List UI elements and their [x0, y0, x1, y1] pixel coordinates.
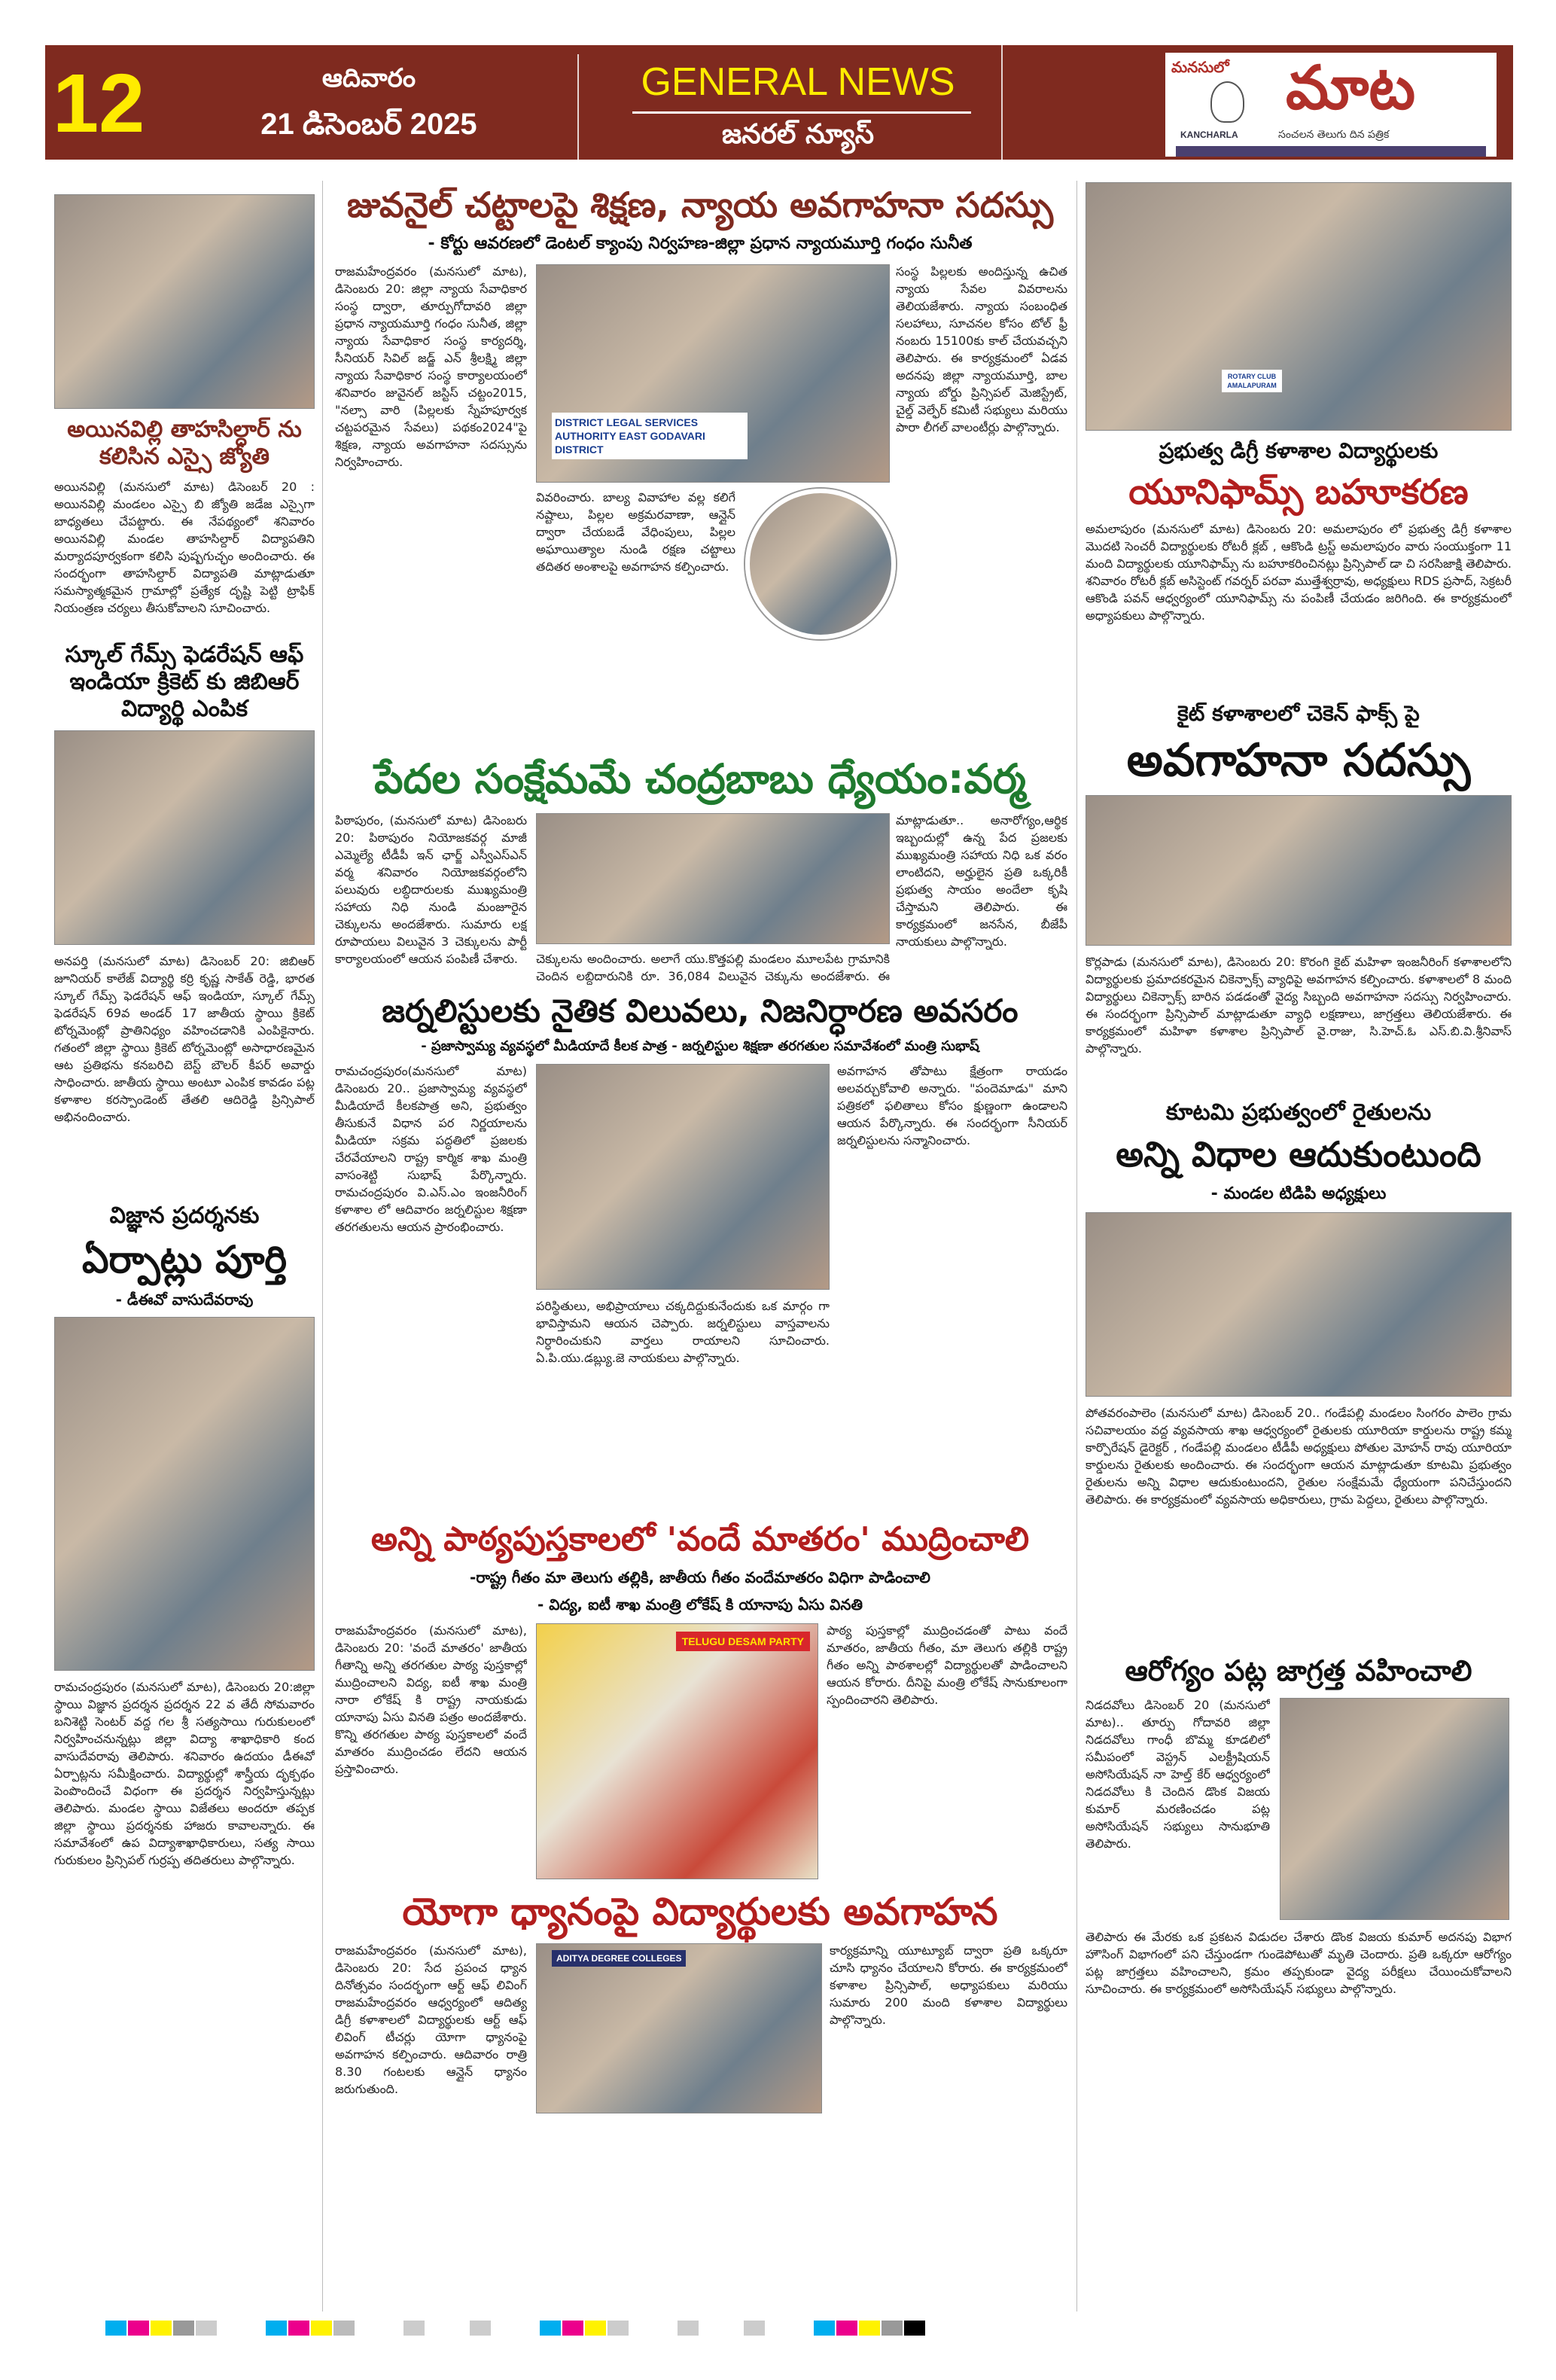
headline: అవగాహనా సదస్సు: [1126, 734, 1471, 788]
left-column: [54, 194, 315, 2059]
photo-yoga-awareness: [536, 1943, 822, 2113]
photo-cricket-student: [54, 730, 315, 945]
article-body: అనపర్తి (మనసులో మాట) డిసెంబర్ 20: జిబిఆర్ జూనియర్ కాలేజ్ విద్యార్థి కర్రి కృష్ణ సాకేత్ రెడ్డి, భారత స్కూల్ గేమ్స్ ఫెడరేషన్ ఆఫ్ ఇండియా, స్కూల్ గేమ్స్ ఫెడరేషన్ 69వ అండర్ 17 జాతీయ స్థాయి క్రికెట్ టోర్నమెంట్లో ప్రాతినిధ్యం వహించడానికి ఎంపికైనారు. గతంలో జిల్లా స్థాయి క్రికెట్ టోర్నమెంట్లో అసాధారణమైన ఆట ప్రతిభను కనబరిచి బెస్ట్ బౌలర్ కీపర్ అవార్డు సాధించారు. జాతీయ స్థాయి అంటూ ఎంపిక కావడం పట్ల కళాశాల కరస్పాండెంట్ తేతలి ఆదిరెడ్డి ప్రిన్సిపాల్ అభినందించారు.: [54, 954, 315, 1124]
article-body: వివరించారు. బాల్య వివాహాల వల్ల కలిగే నష్టాలు, పిల్లల అక్రమరవాణా, ఆన్లైన్ ద్వారా చేయబడే వేధింపులు, పిల్లల అఘాయిత్యాల నుండి రక్షణ చట్టాలు తదితర అంశాలపై అవగాహన కల్పించారు.: [536, 489, 735, 574]
headline: జర్నలిస్టులకు నైతిక విలువలు, నిజనిర్ధారణ అవసరం: [382, 992, 1019, 1029]
photo-journalist-training: [536, 1064, 830, 1290]
article-body: అమలాపురం (మనసులో మాట) డిసెంబరు 20: అమలాపురం లో ప్రభుత్వ డిగ్రీ కళాశాల మొదటి సెంచరీ విద్యార్థులకు రోటరీ క్లబ్ , ఆకొండి ట్రస్ట్ అమలాపురం వారు సంయుక్తంగా 11 మంది విద్యార్థులకు యూనిఫామ్స్ ను బహూకరించినట్లు ప్రిన్సిపాల్ డా చి సరసిజాక్షి తెలిపారు. శనివారం రోటరీ క్లబ్ అసిస్టెంట్ గవర్నర్ పరవా ముత్తేశ్వర్రావు, అధ్యక్షులు RDS ప్రసాద్, సెక్రటరీ ఆకొండి పవన్ ఆధ్వర్యంలో యూనిఫామ్స్ ను పంపిణీ చేయడం జరిగింది. ఈ కార్యక్రమంలో అధ్యాపకులు పాల్గొన్నారు.: [1086, 521, 1512, 623]
headline: కూటమి ప్రభుత్వంలో రైతులను: [1165, 1099, 1432, 1126]
article-body: తెలిపారు ఈ మేరకు ఒక ప్రకటన విడుదల చేశారు డొంక విజయ కుమార్ అదనపు విభాగ హౌసింగ్ విభాగంలో పని చేస్తుండగా గుండెపోటుతో మృతి చెందారు. ప్రతి ఒక్కరూ ఆరోగ్యం పట్ల జాగ్రత్తలు వహించాలని, క్రమం తప్పకుండా వైద్య పరీక్షలు చేయించుకోవాలని సూచించారు. ఈ కార్యక్రమంలో అసోసియేషన్ సభ్యులు పాల్గొన్నారు.: [1086, 1929, 1512, 1996]
article-journalists: [331, 1062, 1069, 1513]
article-body: అవగాహన తోపాటు క్షేత్రంగా రాయడం అలవర్చుకోవాలి అన్నారు. "పందెమాడు" మాని పత్రికలో ఫలితాలు కోసం క్షుణ్ణంగా ఉండాలని ఆయన పేర్కొన్నారు. ఈ సందర్భంగా సీనియర్ జర్నలిస్టులను సన్మానించారు.: [837, 1064, 1067, 1148]
rotary-banner: ROTARY CLUB AMALAPURAM: [1222, 370, 1282, 392]
article-yoga: [331, 1942, 1069, 2115]
article-body: రాజమహేంద్రవరం (మనసులో మాట), డిసెంబరు 20: సేద ప్రపంచ ధ్యాన దినోత్సవం సందర్భంగా ఆర్ట్ ఆఫ్ లివింగ్ రాజమహేంద్రవరం ఆధ్వర్యంలో ఆదిత్య డిగ్రీ కళాశాలలో విద్యార్థులకు ఆర్ట్ ఆఫ్ లివింగ్ టీచర్లు యోగా ధ్యానంపై అవగాహన కల్పించారు. ఆదివారం రాత్రి 8.30 గంటలకు ఆన్లైన్ ధ్యానం జరుగుతుంది.: [335, 1943, 527, 2097]
article-welfare: [331, 812, 1069, 985]
article-body: పోతవరంపాలెం (మనసులో మాట) డిసెంబర్ 20.. గండేపల్లి మండలం సింగరం పాలెం గ్రామ సచివాలయం వద్ద వ్యవసాయ శాఖ ఆధ్వర్యంలో రైతులకు యూరియా కార్డులను రాష్ట్ర కమ్మ కార్పొరేషన్ డైరెక్టర్ , గండేపల్లి మండలం టీడీపీ అధ్యక్షులు పోతుల మోహన్ రావు యూరియా కార్డులను రైతులకు అందించారు. ఈ సందర్భంగా ఆయన మాట్లాడుతూ కూటమి ప్రభుత్వం రైతులను అన్ని విధాల ఆదుకుంటుందని, రైతుల సంక్షేమమే ధ్యేయంగా పనిచేస్తుందని తెలిపారు. ఈ కార్యక్రమంలో వ్యవసాయ అధికారులు, గ్రామ పెద్దలు, రైతులు పాల్గొన్నారు.: [1086, 1406, 1512, 1507]
photo-uniform-distribution: [1086, 182, 1512, 431]
print-color-bar: [105, 2321, 1506, 2336]
headline: ప్రభుత్వ డిగ్రీ కళాశాల విద్యార్థులకు: [1159, 438, 1439, 463]
photo-minister-petition: [536, 1623, 818, 1879]
date-label: 21 డిసెంబర్ 2025: [260, 108, 477, 141]
headline: ఆరోగ్యం పట్ల జాగ్రత్త వహించాలి: [1125, 1654, 1472, 1688]
divider: [1001, 45, 1003, 160]
subheadline: -రాష్ట్ర గీతం మా తెలుగు తల్లికి, జాతీయ గీతం వందేమాతరం విధిగా పాడించాలి: [470, 1568, 930, 1587]
headline: జువనైల్ చట్టాలపై శిక్షణ, న్యాయ అవగాహనా సదస్సు: [346, 184, 1054, 225]
article-body: నిడదవోలు డిసెంబర్ 20 (మనసులో మాట).. తూర్పు గోదావరి జిల్లా నిడదవోలు గాంధీ బొమ్మ కూడలిలో సమీపంలో వెస్ట్రన్ ఎలక్ట్రీషియన్ అసోసియేషన్ నా హెల్త్ కేర్ ఆధ్వర్యంలో నిడదవోలు కి చెందిన డొంక విజయ కుమార్ మరణించడం పట్ల అసోసియేషన్ సభ్యులు సానుభూతి తెలిపారు.: [1086, 1697, 1270, 1851]
article-body: కొర్లపాడు (మనసులో మాట), డిసెంబరు 20: కొరంగి కైట్ మహిళా ఇంజనీరింగ్ కళాశాలలోని విద్యార్థులకు ప్రమాదకరమైన చికెన్పాక్స్ వ్యాధిపై అవగాహన కల్పించారు. కళాశాలలో 8 మంది విద్యార్థులు చికెన్పాక్స్ బారిన పడడంతో వైద్య సిబ్బంది అవగాహనా సదస్సు నిర్వహించారు. ఈ సందర్భంగా ప్రిన్సిపాల్ మాట్లాడుతూ వ్యాధి లక్షణాలు, జాగ్రత్తలు తెలియజేశారు. ఈ కార్యక్రమంలో మహిళా కళాశాల ప్రిన్సిపాల్ వై.రాజు, సి.హెచ్.ఓ ఎస్.బి.వి.శ్రీనివాస్ పాల్గొన్నారు.: [1086, 955, 1512, 1056]
article-body: పరిస్థితులు, అభిప్రాయాలు చక్కదిద్దుకునేందుకు ఒక మార్గం గా భావిస్తామని ఆయన చెప్పారు. జర్నలిస్టులు వాస్తవాలను నిర్ధారించుకుని వార్తలు రాయాలని సూచించారు. ఏ.పి.యు.డబ్ల్యు.జె నాయకులు పాల్గొన్నారు.: [536, 1299, 830, 1366]
article-body: రాజమహేంద్రవరం (మనసులో మాట), డిసెంబరు 20: 'వందే మాతరం' జాతీయ గీతాన్ని అన్ని తరగతుల పాఠ్య పుస్తకాల్లో ముద్రించాలని విద్య, ఐటీ శాఖ మంత్రి నారా లోకేష్ కి రాష్ట్ర నాయకుడు యానాపు ఏసు వినతి పత్రం అందజేశారు. కొన్ని తరగతుల పాఠ్య పుస్తకాలలో వందే మాతరం ముద్రించడం లేదని ఆయన ప్రస్తావించారు.: [335, 1623, 527, 1777]
article-health: [1086, 1696, 1512, 2095]
section-title-en: GENERAL NEWS: [641, 60, 955, 104]
article-vande-mataram: [331, 1622, 1069, 1882]
headline: అన్ని పాఠ్యపుస్తకాలలో 'వందే మాతరం' ముద్రించాలి: [370, 1520, 1030, 1559]
photo-portrait: [1280, 1698, 1509, 1920]
article-body: చెక్కులను అందించారు. అలాగే యు.కొత్తపల్లి మండలం మూలపేట గ్రామానికి చెందిన లబ్ధిదారునికి రూ. 36,084 విలువైన చెక్కును అందజేశారు. ఈ: [536, 951, 890, 983]
article-body: కార్యక్రమాన్ని యూట్యూబ్ ద్వారా ప్రతి ఒక్కరూ చూసి ధ్యానం చేయాలని కోరారు. ఈ కార్యక్రమంలో కళాశాల ప్రిన్సిపాల్, అధ్యాపకులు మరియు సుమారు 200 మంది కళాశాల విద్యార్థులు పాల్గొన్నారు.: [830, 1943, 1067, 2028]
article-body: పాఠ్య పుస్తకాల్లో ముద్రించడంతో పాటు వందే మాతరం, జాతీయ గీతం, మా తెలుగు తల్లికి రాష్ట్ర గీతం అన్ని పాఠశాలల్లో విద్యార్థులతో పాడించాలని ఆయన కోరారు. దీనిపై మంత్రి లోకేష్ సానుకూలంగా స్పందించారని తెలిపారు.: [827, 1623, 1067, 1708]
subheadline: - మండల టిడిపి అధ్యక్షులు: [1210, 1184, 1387, 1203]
article-body: మాట్లాడుతూ.. అనారోగ్యం,ఆర్థిక ఇబ్బందుల్లో ఉన్న పేద ప్రజలకు ముఖ్యమంత్రి సహాయ నిధి ఒక వరం లాంటిదని, అర్హులైన ప్రతి ఒక్కరికీ ప్రభుత్వ సాయం అందేలా కృషి చేస్తామని తెలిపారు. ఈ కార్యక్రమంలో జనసేన, బీజేపీ నాయకులు పాల్గొన్నారు.: [896, 812, 1067, 949]
article-body: పిఠాపురం, (మనసులో మాట) డిసెంబరు 20: పిఠాపురం నియోజకవర్గ మాజీ ఎమ్మెల్యే టీడీపీ ఇన్ ఛార్జ్ ఎస్వీఎస్ఎన్ వర్మ శనివారం నియోజకవర్గంలోని పలువురు లబ్ధిదారులకు ముఖ్యమంత్రి సహాయ నిధి నుండి మంజూరైన చెక్కులను అందజేశారు. సుమారు లక్ష రూపాయలు విలువైన 3 చెక్కులను పార్టీ కార్యాలయంలో ఆయన పంపిణీ చేశారు.: [335, 812, 527, 966]
column-rule: [322, 181, 323, 2311]
middle-column: [331, 184, 1069, 2115]
article-body: రాజమహేంద్రవరం (మనసులో మాట), డిసెంబరు 20: జిల్లా న్యాయ సేవాధికార సంస్థ ద్వారా, తూర్పుగోదావరి జిల్లా ప్రధాన న్యాయమూర్తి గంధం సునీత, జిల్లా న్యాయ సేవాధికార సంస్థ కార్యదర్శి, సీనియర్ సివిల్ జడ్జ్ ఎన్ శ్రీలక్ష్మి జిల్లా న్యాయ సేవాధికార సంస్థ కార్యాలయంలో శనివారం జువైనల్ జస్టిస్ చట్టం2015, "నల్సా వారి (పిల్లలకు స్నేహపూర్వక చట్టపరమైన సేవలు) పథకం2024"పై శిక్షణ, న్యాయ అవగాహనా సదస్సును నిర్వహించారు.: [335, 264, 527, 469]
logo-title: మాట: [1286, 53, 1416, 123]
newspaper-logo: [1165, 53, 1497, 157]
subheadline: - విద్య, ఐటీ శాఖ మంత్రి లోకేష్ కి యానాపు ఏసు వినతి: [537, 1595, 863, 1614]
photo-science-fair: [54, 1317, 315, 1671]
article-body: రామచంద్రపురం(మనసులో మాట) డిసెంబరు 20.. ప్రజాస్వామ్య వ్యవస్థలో మీడియాదే కీలకపాత్ర అని, ప్రభుత్వం తీసుకునే విధాన పర నిర్ణయాలను మీడియా సక్రమ పద్ధతిలో ప్రజలకు చేరవేయాలని రాష్ట్ర కార్మిక శాఖ మంత్రి వాసంశెట్టి సుభాష్ పేర్కొన్నారు. రామచంద్రపురం వి.ఎస్.ఎం ఇంజనీరింగ్ కళాశాల లో ఆదివారం జర్నలిస్టుల శిక్షణా తరగతులను ఆయన ప్రారంభించారు.: [335, 1064, 527, 1235]
party-poster: TELUGU DESAM PARTY: [676, 1632, 810, 1651]
photo-legal-seminar: [536, 264, 890, 483]
logo-small-text: మనసులో: [1171, 58, 1229, 76]
right-column: [1086, 182, 1512, 2095]
subheadline: - కోర్టు ఆవరణలో డెంటల్ క్యాంపు నిర్వహణ-జిల్లా ప్రధాన న్యాయమూర్తి గంధం సునీత: [428, 234, 973, 254]
subheadline: - ప్రజాస్వామ్య వ్యవస్థలో మీడియాదే కీలక పాత్ర - జర్నలిస్టుల శిక్షణా తరగతుల సమావేశంలో మంత్రి సుభాష్: [421, 1038, 979, 1054]
article-legal-seminar: [331, 263, 1069, 748]
headline: పేదల సంక్షేమమే చంద్రబాబు ధ్యేయం:వర్మ: [374, 754, 1026, 803]
article-body: అయినవిల్లి (మనసులో మాట) డిసెంబర్ 20 : అయినవిల్లి మండలం ఎస్సై బి జ్యోతి జడేజ ఎస్సైగా బాధ్యతలు చేపట్టారు. ఈ నేపథ్యంలో శనివారం అయినవిల్లి మండల తాహసిల్దార్ విద్యాపతిని మర్యాదపూర్వకంగా కలిసి పుష్పగుచ్ఛం అందించారు. ఈ సందర్భంగా తాహసిల్దార్ విద్యాపతి మాట్లాడుతూ సమస్యాత్మకమైన గ్రామాల్లో ప్రత్యేక దృష్టి పెట్టి ట్రాఫిక్ నియంత్రణ చర్యలు తీసుకోవాలని సూచించారు.: [54, 480, 315, 615]
logo-tagline: సంచలన తెలుగు దిన పత్రిక: [1278, 129, 1390, 141]
subheadline: - డీఈవో వాసుదేవరావు: [115, 1291, 254, 1309]
page-number: 12: [53, 57, 145, 150]
photo-dental-camp: [745, 489, 896, 639]
headline: విజ్ఞాన ప్రదర్శనకు: [109, 1202, 260, 1229]
photo-tahsildar-meeting: [54, 194, 315, 409]
section-divider: [632, 111, 971, 114]
seminar-banner: DISTRICT LEGAL SERVICES AUTHORITY EAST GODAVARI DISTRICT: [552, 413, 748, 459]
headline: యోగా ధ్యానంపై విద్యార్థులకు అవగాహన: [402, 1890, 998, 1934]
headline: యూనిఫామ్స్ బహూకరణ: [1128, 471, 1469, 512]
article-body: సంస్థ పిల్లలకు అందిస్తున్న ఉచిత న్యాయ సేవల వివరాలను తెలియజేశారు. న్యాయ సంబంధిత సలహాలు, సూచనల కోసం టోల్ ఫ్రీ నంబరు 15100కు కాల్ చేయవచ్చని తెలిపారు. ఈ కార్యక్రమంలో ఏడవ అదనపు జిల్లా న్యాయమూర్తి, బాల న్యాయ బోర్డు ప్రిన్సిపల్ మెజిస్ట్రేట్, చైల్డ్ వెల్ఫేర్ కమిటీ సభ్యులు మరియు పారా లీగల్ వాలంటీర్లు పాల్గొన్నారు.: [896, 264, 1067, 434]
photo-chickenpox-awareness: [1086, 795, 1512, 946]
headline: అన్ని విధాల ఆదుకుంటుంది: [1116, 1134, 1481, 1175]
logo-brand: KANCHARLA: [1180, 130, 1238, 140]
headline: కైట్ కళాశాలలో చెకెన్ ఫాక్స్ పై: [1177, 700, 1420, 726]
headline: స్కూల్ గేమ్స్ ఫెడరేషన్ ఆఫ్ ఇండియా క్రికెట్ కు జిబిఆర్ విద్యార్థి ఎంపిక: [65, 641, 304, 722]
article-body: రామచంద్రపురం (మనసులో మాట), డిసెంబరు 20:జిల్లా స్థాయి విజ్ఞాన ప్రదర్శన ప్రదర్శన 22 వ తేదీ సోమవారం బనిశెట్టి సెంటర్ వద్ద గల శ్రీ సత్యసాయి గురుకులంలో నిర్వహించనున్నట్లు జిల్లా విద్యా శాఖాధికారి కంద వాసుదేవరావు తెలిపారు. శనివారం ఉదయం డీఈవో ఏర్పాట్లను సమీక్షించారు. విద్యార్థుల్లో శాస్త్రీయ దృక్పథం పెంపొందించే విధంగా ఈ ప్రదర్శన నిర్వహిస్తున్నట్లు తెలిపారు. మండల స్థాయి విజేతలు అందరూ తప్పక జిల్లా స్థాయి ప్రదర్శనకు హాజరు కావాలన్నారు. ఈ సమావేశంలో ఉప విద్యాశాఖాధికారులు, సత్య సాయి గురుకులం ప్రిన్సిపల్ గుర్రప్ప తదితరులు పాల్గొన్నారు.: [54, 1680, 315, 1867]
photo-urea-card-distribution: [1086, 1212, 1512, 1397]
logo-portrait-icon: [1210, 81, 1244, 123]
column-rule: [1076, 181, 1077, 2311]
photo-cheque-distribution: [536, 813, 890, 944]
divider: [577, 54, 579, 160]
section-title-te: జనరల్ న్యూస్: [721, 119, 875, 150]
day-label: ఆదివారం: [321, 63, 416, 93]
logo-bar: [1176, 146, 1486, 157]
headline: ఏర్పాట్లు పూర్తి: [81, 1238, 288, 1281]
headline: అయినవిల్లి తాహసిల్దార్ ను కలిసిన ఎస్సై జ్యోతి: [67, 416, 302, 470]
college-banner: ADITYA DEGREE COLLEGES: [552, 1950, 686, 1967]
